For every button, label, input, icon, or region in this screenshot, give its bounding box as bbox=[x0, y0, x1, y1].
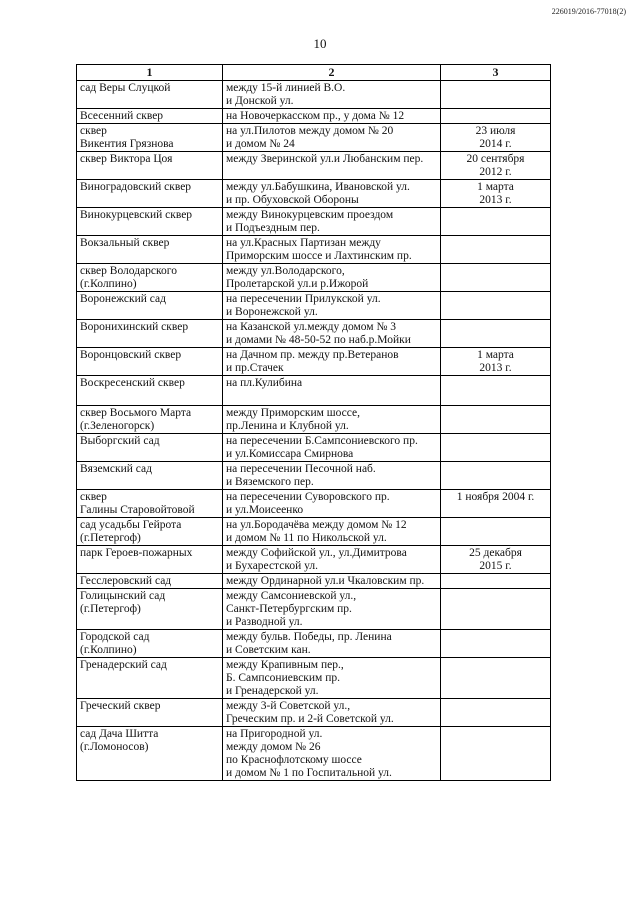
date-cell bbox=[441, 348, 551, 376]
date-cell bbox=[441, 406, 551, 434]
location-line: и Гренадерской ул. bbox=[226, 685, 319, 697]
location-line: и ул.Моисеенко bbox=[226, 504, 304, 516]
park-name-cell bbox=[77, 727, 223, 781]
date-cell bbox=[441, 574, 551, 589]
date-cell bbox=[441, 462, 551, 490]
park-name-line: (г.Колпино) bbox=[80, 644, 137, 656]
park-name-line: Гренадерский сад bbox=[80, 659, 167, 671]
park-name-cell bbox=[77, 348, 223, 376]
location-line: на пересечении Суворовского пр. bbox=[226, 491, 390, 503]
location-line: и Воронежской ул. bbox=[226, 306, 318, 318]
park-name-cell bbox=[77, 658, 223, 699]
table-row bbox=[77, 180, 551, 208]
location-line: между бульв. Победы, пр. Ленина bbox=[226, 631, 392, 643]
date-line: 2013 г. bbox=[479, 362, 512, 374]
park-name-line: Викентия Грязнова bbox=[80, 138, 174, 150]
location-cell bbox=[223, 630, 441, 658]
location-line: пр.Ленина и Клубной ул. bbox=[226, 420, 349, 432]
date-cell bbox=[441, 109, 551, 124]
parks-table bbox=[76, 64, 551, 781]
park-name-cell bbox=[77, 699, 223, 727]
park-name-cell bbox=[77, 320, 223, 348]
date-cell bbox=[441, 320, 551, 348]
location-line: по Краснофлотскому шоссе bbox=[226, 754, 362, 766]
table-row bbox=[77, 658, 551, 699]
location-line: и домом № 11 по Никольской ул. bbox=[226, 532, 387, 544]
date-cell bbox=[441, 124, 551, 152]
location-cell bbox=[223, 518, 441, 546]
document-number: 226019/2016-77018(2) bbox=[551, 7, 626, 16]
location-line: между Самсониевской ул., bbox=[226, 590, 357, 602]
date-cell bbox=[441, 699, 551, 727]
park-name-cell bbox=[77, 180, 223, 208]
date-cell bbox=[441, 546, 551, 574]
location-line: на пл.Кулибина bbox=[226, 377, 303, 389]
table-row bbox=[77, 630, 551, 658]
location-line: на Дачном пр. между пр.Ветеранов bbox=[226, 349, 399, 361]
location-cell bbox=[223, 236, 441, 264]
park-name-cell bbox=[77, 152, 223, 180]
location-line: между 15-й линией В.О. bbox=[226, 82, 346, 94]
location-line: на пересечении Б.Сампсониевского пр. bbox=[226, 435, 418, 447]
date-cell bbox=[441, 727, 551, 781]
page-number: 10 bbox=[313, 36, 327, 51]
table-row bbox=[77, 434, 551, 462]
park-name-line: (г.Петергоф) bbox=[80, 532, 141, 544]
location-line: и пр. Обуховской Обороны bbox=[226, 194, 359, 206]
park-name-line: Вяземский сад bbox=[80, 463, 152, 475]
park-name-cell bbox=[77, 434, 223, 462]
date-cell bbox=[441, 208, 551, 236]
date-cell bbox=[441, 518, 551, 546]
table-row bbox=[77, 376, 551, 406]
location-line: между Приморским шоссе, bbox=[226, 407, 361, 419]
park-name-line: (г.Петергоф) bbox=[80, 603, 141, 615]
location-cell bbox=[223, 658, 441, 699]
location-line: и домом № 24 bbox=[226, 138, 295, 150]
park-name-line: Вокзальный сквер bbox=[80, 237, 170, 249]
location-line: и пр.Стачек bbox=[226, 362, 284, 374]
date-line: 1 марта bbox=[477, 181, 514, 193]
column-header-2: 2 bbox=[223, 65, 441, 81]
table-row bbox=[77, 546, 551, 574]
park-name-cell bbox=[77, 236, 223, 264]
table-row bbox=[77, 236, 551, 264]
location-line: между Ординарной ул.и Чкаловским пр. bbox=[226, 575, 425, 587]
park-name-line: Гесслеровский сад bbox=[80, 575, 172, 587]
date-cell bbox=[441, 180, 551, 208]
park-name-line: Галины Старовойтовой bbox=[80, 504, 195, 516]
date-line: 1 марта bbox=[477, 349, 514, 361]
location-line: и Разводной ул. bbox=[226, 616, 303, 628]
location-line: между ул.Володарского, bbox=[226, 265, 345, 277]
park-name-line: Всесенний сквер bbox=[80, 110, 164, 122]
location-line: между Винокурцевским проездом bbox=[226, 209, 394, 221]
park-name-line: сквер Володарского bbox=[80, 265, 177, 277]
park-name-cell bbox=[77, 264, 223, 292]
location-line: Пролетарской ул.и р.Ижорой bbox=[226, 278, 369, 290]
location-line: на Новочеркасском пр., у дома № 12 bbox=[226, 110, 405, 122]
table-row bbox=[77, 292, 551, 320]
location-cell bbox=[223, 180, 441, 208]
column-header-1: 1 bbox=[77, 65, 223, 81]
location-line: Б. Сампсониевским пр. bbox=[226, 672, 340, 684]
location-line: на ул.Бородачёва между домом № 12 bbox=[226, 519, 407, 531]
date-line: 1 ноября 2004 г. bbox=[456, 491, 535, 503]
table-row bbox=[77, 208, 551, 236]
park-name-cell bbox=[77, 630, 223, 658]
date-line: 25 декабря bbox=[469, 547, 522, 559]
table-row bbox=[77, 699, 551, 727]
date-cell bbox=[441, 376, 551, 406]
location-line: и Бухарестской ул. bbox=[226, 560, 318, 572]
date-line: 20 сентября bbox=[466, 153, 525, 165]
table-header-row bbox=[77, 65, 551, 81]
location-cell bbox=[223, 124, 441, 152]
location-line: между домом № 26 bbox=[226, 741, 321, 753]
location-cell bbox=[223, 320, 441, 348]
table-row bbox=[77, 152, 551, 180]
park-name-cell bbox=[77, 406, 223, 434]
location-cell bbox=[223, 348, 441, 376]
date-line: 2013 г. bbox=[479, 194, 512, 206]
table-row bbox=[77, 589, 551, 630]
date-cell bbox=[441, 152, 551, 180]
location-line: Греческим пр. и 2-й Советской ул. bbox=[226, 713, 394, 725]
table-row bbox=[77, 81, 551, 109]
location-cell bbox=[223, 109, 441, 124]
park-name-line: (г.Зеленогорск) bbox=[80, 420, 155, 432]
park-name-line: сквер bbox=[80, 491, 107, 503]
date-line: 2014 г. bbox=[479, 138, 512, 150]
location-line: на Пригородной ул. bbox=[226, 728, 323, 740]
park-name-cell bbox=[77, 546, 223, 574]
date-cell bbox=[441, 658, 551, 699]
location-line: на ул.Пилотов между домом № 20 bbox=[226, 125, 394, 137]
table-row bbox=[77, 320, 551, 348]
park-name-line: сад Дача Шитта bbox=[80, 728, 159, 740]
location-cell bbox=[223, 406, 441, 434]
location-line: на Казанской ул.между домом № 3 bbox=[226, 321, 397, 333]
park-name-line: Виноградовский сквер bbox=[80, 181, 192, 193]
location-line: на пересечении Песочной наб. bbox=[226, 463, 376, 475]
park-name-line: сквер Восьмого Марта bbox=[80, 407, 192, 419]
date-line: 2015 г. bbox=[479, 560, 512, 572]
table-row bbox=[77, 124, 551, 152]
park-name-cell bbox=[77, 208, 223, 236]
park-name-line: Воскресенский сквер bbox=[80, 377, 185, 389]
park-name-line: Городской сад bbox=[80, 631, 150, 643]
location-line: и Советским кан. bbox=[226, 644, 311, 656]
location-line: и Вяземского пер. bbox=[226, 476, 314, 488]
location-line: и Подъездным пер. bbox=[226, 222, 320, 234]
park-name-line: (г.Ломоносов) bbox=[80, 741, 149, 753]
park-name-line: сад Веры Слуцкой bbox=[80, 82, 171, 94]
location-cell bbox=[223, 152, 441, 180]
park-name-cell bbox=[77, 490, 223, 518]
table-row bbox=[77, 109, 551, 124]
date-cell bbox=[441, 81, 551, 109]
park-name-cell bbox=[77, 124, 223, 152]
park-name-cell bbox=[77, 81, 223, 109]
park-name-cell bbox=[77, 518, 223, 546]
location-line: между Зверинской ул.и Любанским пер. bbox=[226, 153, 424, 165]
date-cell bbox=[441, 292, 551, 320]
park-name-line: Воронихинский сквер bbox=[80, 321, 189, 333]
park-name-line: сад усадьбы Гейрота bbox=[80, 519, 182, 531]
location-line: и домами № 48-50-52 по наб.р.Мойки bbox=[226, 334, 411, 346]
date-cell bbox=[441, 236, 551, 264]
location-line: и ул.Комиссара Смирнова bbox=[226, 448, 354, 460]
location-cell bbox=[223, 264, 441, 292]
location-cell bbox=[223, 589, 441, 630]
park-name-cell bbox=[77, 292, 223, 320]
location-line: на пересечении Прилукской ул. bbox=[226, 293, 381, 305]
park-name-cell bbox=[77, 109, 223, 124]
date-cell bbox=[441, 264, 551, 292]
location-cell bbox=[223, 208, 441, 236]
park-name-line: Воронежский сад bbox=[80, 293, 166, 305]
park-name-line: сквер bbox=[80, 125, 107, 137]
location-line: Санкт-Петербургским пр. bbox=[226, 603, 352, 615]
park-name-line: Греческий сквер bbox=[80, 700, 161, 712]
location-line: и Донской ул. bbox=[226, 95, 294, 107]
park-name-line: Выборгский сад bbox=[80, 435, 160, 447]
location-cell bbox=[223, 434, 441, 462]
park-name-cell bbox=[77, 589, 223, 630]
location-cell bbox=[223, 490, 441, 518]
location-line: между 3-й Советской ул., bbox=[226, 700, 351, 712]
date-line: 23 июля bbox=[475, 125, 516, 137]
table-row bbox=[77, 574, 551, 589]
park-name-cell bbox=[77, 376, 223, 406]
table-row bbox=[77, 727, 551, 781]
park-name-line: парк Героев-пожарных bbox=[80, 547, 193, 559]
table-row bbox=[77, 406, 551, 434]
date-cell bbox=[441, 434, 551, 462]
park-name-line: Воронцовский сквер bbox=[80, 349, 182, 361]
location-cell bbox=[223, 699, 441, 727]
date-cell bbox=[441, 490, 551, 518]
table-row bbox=[77, 490, 551, 518]
location-line: между Софийской ул., ул.Димитрова bbox=[226, 547, 407, 559]
location-cell bbox=[223, 574, 441, 589]
location-cell bbox=[223, 546, 441, 574]
park-name-cell bbox=[77, 462, 223, 490]
date-line: 2012 г. bbox=[479, 166, 512, 178]
park-name-line: (г.Колпино) bbox=[80, 278, 137, 290]
location-line: и домом № 1 по Госпитальной ул. bbox=[226, 767, 392, 779]
location-line: между ул.Бабушкина, Ивановской ул. bbox=[226, 181, 410, 193]
park-name-line: Винокурцевский сквер bbox=[80, 209, 193, 221]
park-name-line: сквер Виктора Цоя bbox=[80, 153, 173, 165]
location-cell bbox=[223, 292, 441, 320]
location-cell bbox=[223, 376, 441, 406]
date-cell bbox=[441, 589, 551, 630]
location-cell bbox=[223, 727, 441, 781]
table-row bbox=[77, 462, 551, 490]
location-cell bbox=[223, 81, 441, 109]
column-header-3: 3 bbox=[441, 65, 551, 81]
location-line: на ул.Красных Партизан между bbox=[226, 237, 381, 249]
table-row bbox=[77, 264, 551, 292]
location-cell bbox=[223, 462, 441, 490]
date-cell bbox=[441, 630, 551, 658]
park-name-cell bbox=[77, 574, 223, 589]
table-row bbox=[77, 518, 551, 546]
location-line: между Крапивным пер., bbox=[226, 659, 344, 671]
park-name-line: Голицынский сад bbox=[80, 590, 166, 602]
table-row bbox=[77, 348, 551, 376]
location-line: Приморским шоссе и Лахтинским пр. bbox=[226, 250, 412, 262]
